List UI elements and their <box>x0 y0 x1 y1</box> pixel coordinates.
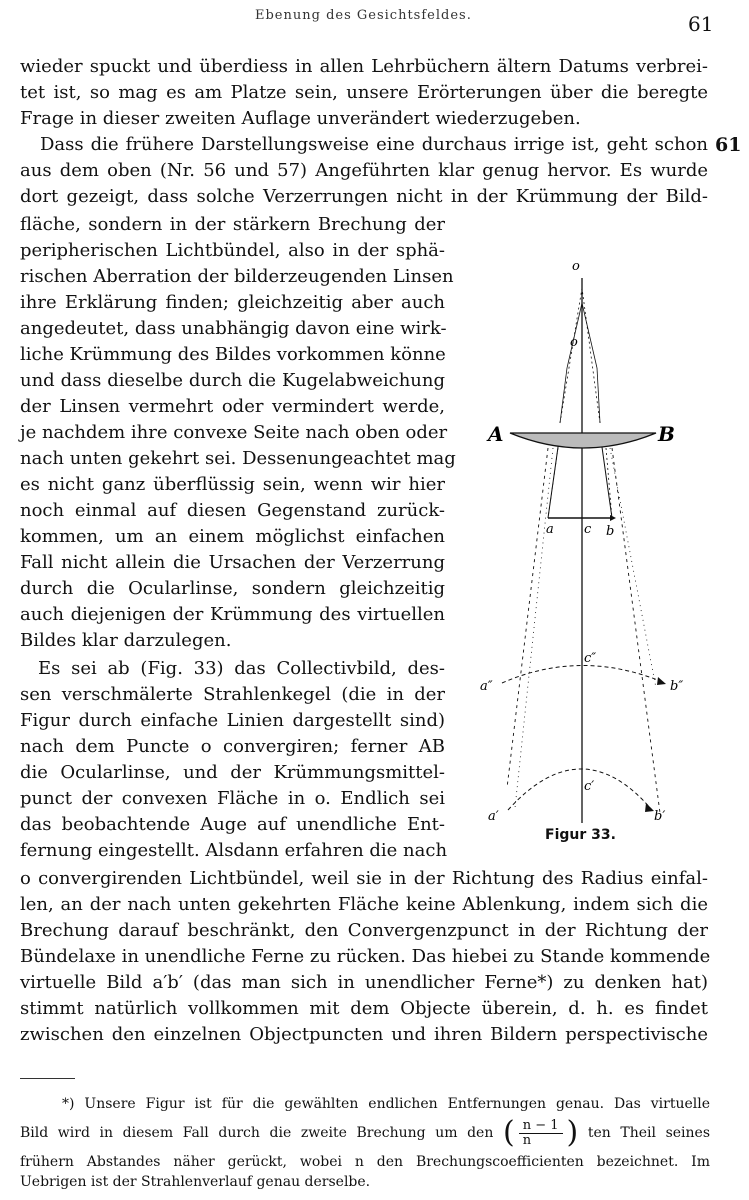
label-c2: c″ <box>584 651 597 666</box>
text-line: o convergirenden Lichtbündel, weil sie in der Richtung des Radius einfal- <box>20 868 708 889</box>
text-line: je nachdem ihre convexe Seite nach oben oder <box>20 422 448 443</box>
arrow-head <box>610 515 616 521</box>
text-line: Es sei ab (Fig. 33) das Collectivbild, des- <box>38 658 445 679</box>
text-line: das beobachtende Auge auf unendliche Ent- <box>20 814 445 835</box>
text-line: und dass dieselbe durch die Kugelabweichung <box>20 370 445 391</box>
footnote-line: frühern Abstandes näher gerückt, wobei n den Brechungscoefficienten bezeichnet. Im <box>20 1154 710 1170</box>
figure-caption: Figur 33. <box>545 827 616 843</box>
footnote-line: Bild wird in diesem Fall durch die zweite Brechung um den ( $\frac{n - 1}{n}$ ) ten Theil seines <box>20 1115 711 1150</box>
label-b: b <box>606 524 615 539</box>
text-line: stimmt natürlich vollkommen mit dem Objecte überein, d. h. es findet <box>20 998 708 1019</box>
figure-33-diagram <box>460 248 720 848</box>
ocular-lens-AB <box>510 433 656 448</box>
text-line: Bündelaxe in unendliche Ferne zu rücken. Das hiebei zu Stande kommende <box>20 946 711 967</box>
label-a2: a″ <box>480 679 493 694</box>
text-line: nach dem Puncte o convergiren; ferner AB <box>20 736 445 757</box>
label-A: A <box>488 422 504 446</box>
text-line: Fall nicht allein die Ursachen der Verzerrung <box>20 552 445 573</box>
text-line: tet ist, so mag es am Platze sein, unsere Erörterungen über die beregte <box>20 82 708 103</box>
ray-line <box>560 288 582 423</box>
text-line: ihre Erklärung finden; gleichzeitig aber auch <box>20 292 445 313</box>
text-line: Dass die frühere Darstellungsweise eine durchaus irrige ist, geht schon <box>40 134 708 155</box>
text-line: sen verschmälerte Strahlenkegel (die in der <box>20 684 445 705</box>
text-line: angedeutet, dass unabhängig davon eine wirk- <box>20 318 447 339</box>
text-line: wieder spuckt und überdiess in allen Lehrbüchern ältern Datums verbrei- <box>20 56 708 77</box>
text-line: aus dem oben (Nr. 56 und 57) Angeführten klar genug hervor. Es wurde <box>20 160 708 181</box>
text-line: fernung eingestellt. Alsdann erfahren die nach <box>20 840 448 861</box>
ray-line <box>612 448 660 813</box>
text-line: Figur durch einfache Linien dargestellt sind) <box>20 710 445 731</box>
footnote-text: Bild wird in diesem Fall durch die zweite Brechung um den <box>20 1125 494 1141</box>
footnote-line: *) Unsere Figur ist für die gewählten endlichen Entfernungen genau. Das virtuelle <box>62 1096 710 1112</box>
text-line: Brechung darauf beschränkt, den Convergenzpunct in der Richtung der <box>20 920 708 941</box>
ray-line <box>507 448 548 788</box>
fraction-numerator: n − 1 <box>519 1119 563 1134</box>
text-line: rischen Aberration der bilderzeugenden Linsen <box>20 266 454 287</box>
ray-line <box>597 368 600 423</box>
curved-image-a2b2 <box>502 666 665 684</box>
label-a: a <box>546 522 554 537</box>
arrow-head <box>657 677 666 685</box>
text-line: kommen, um an einem möglichst einfachen <box>20 526 445 547</box>
label-c1: c′ <box>584 779 595 794</box>
label-o-lower: o <box>570 335 578 350</box>
ray-line <box>582 288 600 423</box>
label-b2: b″ <box>670 679 684 694</box>
label-c: c <box>584 522 592 537</box>
text-line: Bildes klar darzulegen. <box>20 630 232 651</box>
text-line: der Linsen vermehrt oder vermindert werde, <box>20 396 445 417</box>
text-line: die Ocularlinse, und der Krümmungsmittel- <box>20 762 445 783</box>
text-line: liche Krümmung des Bildes vorkommen könne <box>20 344 446 365</box>
page-number: 61 <box>688 12 714 36</box>
footnote-line: Uebrigen ist der Strahlenverlauf genau derselbe. <box>20 1174 371 1190</box>
text-line: len, an der nach unten gekehrten Fläche keine Ablenkung, indem sich die <box>20 894 708 915</box>
text-line: durch die Ocularlinse, sondern gleichzeitig <box>20 578 445 599</box>
ray-line <box>582 303 597 368</box>
label-B: B <box>658 422 675 446</box>
text-line: punct der convexen Fläche in o. Endlich sei <box>20 788 445 809</box>
curved-image-a1b1 <box>508 769 652 810</box>
ray-line <box>515 448 553 808</box>
text-line: es nicht ganz überflüssig sein, wenn wir hier <box>20 474 445 495</box>
text-line: virtuelle Bild a′b′ (das man sich in unendlicher Ferne*) zu denken hat) <box>20 972 708 993</box>
fraction <box>519 1119 563 1148</box>
text-line: fläche, sondern in der stärkern Brechung der <box>20 214 445 235</box>
text-line: Frage in dieser zweiten Auflage unverändert wiederzugeben. <box>20 108 581 129</box>
footnote-text: ten Theil seines <box>587 1125 711 1141</box>
text-line: nach unten gekehrt sei. Dessenungeachtet mag <box>20 448 456 469</box>
text-line: peripherischen Lichtbündel, also in der sphä- <box>20 240 445 261</box>
margin-number: 61 <box>715 134 742 156</box>
text-line: noch einmal auf diesen Gegenstand zurück- <box>20 500 445 521</box>
label-a1: a′ <box>488 809 499 824</box>
running-title: Ebenung des Gesichtsfeldes. <box>255 8 472 23</box>
arrow-head <box>645 803 654 812</box>
footnote-rule <box>20 1078 75 1079</box>
ray-line <box>560 368 567 423</box>
text-line: dort gezeigt, dass solche Verzerrungen nicht in der Krümmung der Bild- <box>20 186 708 207</box>
text-line: zwischen den einzelnen Objectpuncten und ihren Bildern perspectivische <box>20 1024 708 1045</box>
label-b1: b′ <box>654 809 666 824</box>
label-o-top: o <box>572 259 580 274</box>
text-line: auch diejenigen der Krümmung des virtuellen <box>20 604 445 625</box>
fraction-denominator: n <box>522 1132 532 1148</box>
